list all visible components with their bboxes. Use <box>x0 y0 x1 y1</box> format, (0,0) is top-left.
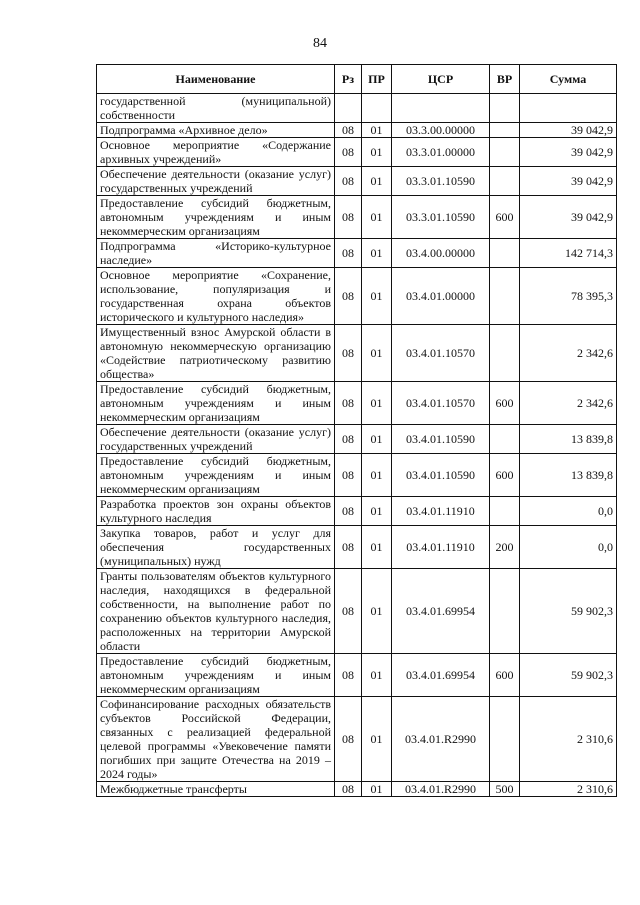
cell-vr: 200 <box>490 526 520 569</box>
cell-csr: 03.4.01.10590 <box>392 425 490 454</box>
cell-sum: 0,0 <box>520 526 617 569</box>
cell-name: Основное мероприятие «Содержание архивных учреждений» <box>97 138 335 167</box>
cell-vr: 600 <box>490 654 520 697</box>
cell-csr: 03.3.01.00000 <box>392 138 490 167</box>
cell-sum: 78 395,3 <box>520 268 617 325</box>
cell-rz: 08 <box>335 454 362 497</box>
cell-rz: 08 <box>335 167 362 196</box>
cell-rz: 08 <box>335 196 362 239</box>
cell-name: Предоставление субсидий бюджетным, автономным учреждениям и иным некоммерческим организациям <box>97 196 335 239</box>
cell-csr: 03.4.01.R2990 <box>392 782 490 797</box>
cell-name: Гранты пользователям объектов культурного наследия, находящихся в федеральной собственности, на выполнение работ по сохранению объектов культурного наследия, расположенных на территории Амурской области <box>97 569 335 654</box>
cell-vr <box>490 167 520 196</box>
cell-pr: 01 <box>362 123 392 138</box>
cell-vr <box>490 569 520 654</box>
cell-sum: 39 042,9 <box>520 167 617 196</box>
cell-pr: 01 <box>362 782 392 797</box>
cell-csr: 03.4.01.00000 <box>392 268 490 325</box>
header-sum: Сумма <box>520 65 617 94</box>
page-number: 84 <box>313 36 327 51</box>
cell-csr: 03.3.01.10590 <box>392 196 490 239</box>
cell-csr: 03.4.00.00000 <box>392 239 490 268</box>
cell-sum: 13 839,8 <box>520 425 617 454</box>
table-row <box>97 325 617 382</box>
table-row <box>97 138 617 167</box>
cell-sum: 39 042,9 <box>520 123 617 138</box>
table-row <box>97 526 617 569</box>
table-row <box>97 268 617 325</box>
cell-rz: 08 <box>335 425 362 454</box>
cell-csr: 03.4.01.10590 <box>392 454 490 497</box>
header-vr: ВР <box>490 65 520 94</box>
cell-pr <box>362 94 392 123</box>
cell-rz: 08 <box>335 697 362 782</box>
cell-rz: 08 <box>335 526 362 569</box>
cell-rz: 08 <box>335 268 362 325</box>
cell-name: Закупка товаров, работ и услуг для обеспечения государственных (муниципальных) нужд <box>97 526 335 569</box>
cell-pr: 01 <box>362 697 392 782</box>
cell-pr: 01 <box>362 196 392 239</box>
cell-csr: 03.3.01.10590 <box>392 167 490 196</box>
cell-pr: 01 <box>362 425 392 454</box>
table-row <box>97 569 617 654</box>
cell-pr: 01 <box>362 497 392 526</box>
cell-rz: 08 <box>335 123 362 138</box>
cell-csr: 03.4.01.69954 <box>392 654 490 697</box>
cell-vr <box>490 123 520 138</box>
cell-rz <box>335 94 362 123</box>
cell-rz: 08 <box>335 569 362 654</box>
cell-vr <box>490 239 520 268</box>
table-row <box>97 382 617 425</box>
cell-name: Разработка проектов зон охраны объектов культурного наследия <box>97 497 335 526</box>
cell-rz: 08 <box>335 239 362 268</box>
cell-name: Предоставление субсидий бюджетным, автономным учреждениям и иным некоммерческим организациям <box>97 654 335 697</box>
table-row <box>97 123 617 138</box>
cell-sum: 59 902,3 <box>520 654 617 697</box>
cell-vr <box>490 325 520 382</box>
cell-name: Предоставление субсидий бюджетным, автономным учреждениям и иным некоммерческим организациям <box>97 454 335 497</box>
table-row <box>97 425 617 454</box>
cell-csr: 03.3.00.00000 <box>392 123 490 138</box>
header-csr: ЦСР <box>392 65 490 94</box>
cell-sum: 142 714,3 <box>520 239 617 268</box>
cell-pr: 01 <box>362 138 392 167</box>
header-name: Наименование <box>97 65 335 94</box>
cell-csr: 03.4.01.11910 <box>392 526 490 569</box>
cell-csr: 03.4.01.10570 <box>392 325 490 382</box>
cell-vr <box>490 268 520 325</box>
cell-sum: 13 839,8 <box>520 454 617 497</box>
cell-name: Обеспечение деятельности (оказание услуг) государственных учреждений <box>97 425 335 454</box>
table-row <box>97 782 617 797</box>
table-row <box>97 497 617 526</box>
cell-name: государственной (муниципальной) собственности <box>97 94 335 123</box>
cell-pr: 01 <box>362 569 392 654</box>
cell-name: Подпрограмма «Архивное дело» <box>97 123 335 138</box>
cell-pr: 01 <box>362 325 392 382</box>
cell-sum: 2 310,6 <box>520 697 617 782</box>
cell-csr: 03.4.01.11910 <box>392 497 490 526</box>
table-row <box>97 239 617 268</box>
cell-name: Обеспечение деятельности (оказание услуг) государственных учреждений <box>97 167 335 196</box>
cell-vr: 600 <box>490 454 520 497</box>
budget-table <box>96 64 617 797</box>
cell-name: Подпрограмма «Историко-культурное наследие» <box>97 239 335 268</box>
cell-csr: 03.4.01.10570 <box>392 382 490 425</box>
cell-rz: 08 <box>335 497 362 526</box>
cell-vr <box>490 138 520 167</box>
header-pr: ПР <box>362 65 392 94</box>
cell-sum <box>520 94 617 123</box>
cell-vr <box>490 697 520 782</box>
cell-pr: 01 <box>362 654 392 697</box>
cell-sum: 2 310,6 <box>520 782 617 797</box>
cell-csr: 03.4.01.69954 <box>392 569 490 654</box>
cell-rz: 08 <box>335 138 362 167</box>
cell-sum: 2 342,6 <box>520 325 617 382</box>
cell-name: Основное мероприятие «Сохранение, использование, популяризация и государственная охрана объектов исторического и культурного наследия» <box>97 268 335 325</box>
cell-name: Межбюджетные трансферты <box>97 782 335 797</box>
table-row <box>97 196 617 239</box>
cell-name: Софинансирование расходных обязательств субъектов Российской Федерации, связанных с реализацией федеральной целевой программы «Увековечение памяти погибших при защите Отечества на 2019 – 2024 годы» <box>97 697 335 782</box>
cell-sum: 39 042,9 <box>520 138 617 167</box>
cell-pr: 01 <box>362 382 392 425</box>
cell-sum: 39 042,9 <box>520 196 617 239</box>
table-row <box>97 454 617 497</box>
cell-vr: 500 <box>490 782 520 797</box>
table-row <box>97 167 617 196</box>
cell-rz: 08 <box>335 382 362 425</box>
table-header-row <box>97 65 617 94</box>
header-rz: Рз <box>335 65 362 94</box>
cell-pr: 01 <box>362 268 392 325</box>
cell-csr <box>392 94 490 123</box>
cell-vr <box>490 94 520 123</box>
cell-name: Предоставление субсидий бюджетным, автономным учреждениям и иным некоммерческим организациям <box>97 382 335 425</box>
cell-pr: 01 <box>362 167 392 196</box>
cell-vr: 600 <box>490 196 520 239</box>
cell-sum: 59 902,3 <box>520 569 617 654</box>
table-row <box>97 94 617 123</box>
cell-pr: 01 <box>362 454 392 497</box>
cell-name: Имущественный взнос Амурской области в автономную некоммерческую организацию «Содействие патриотическому развитию общества» <box>97 325 335 382</box>
cell-sum: 2 342,6 <box>520 382 617 425</box>
cell-vr <box>490 497 520 526</box>
cell-csr: 03.4.01.R2990 <box>392 697 490 782</box>
table-row <box>97 697 617 782</box>
cell-rz: 08 <box>335 782 362 797</box>
table-row <box>97 654 617 697</box>
cell-sum: 0,0 <box>520 497 617 526</box>
cell-vr: 600 <box>490 382 520 425</box>
cell-rz: 08 <box>335 325 362 382</box>
cell-pr: 01 <box>362 526 392 569</box>
cell-rz: 08 <box>335 654 362 697</box>
cell-vr <box>490 425 520 454</box>
cell-pr: 01 <box>362 239 392 268</box>
